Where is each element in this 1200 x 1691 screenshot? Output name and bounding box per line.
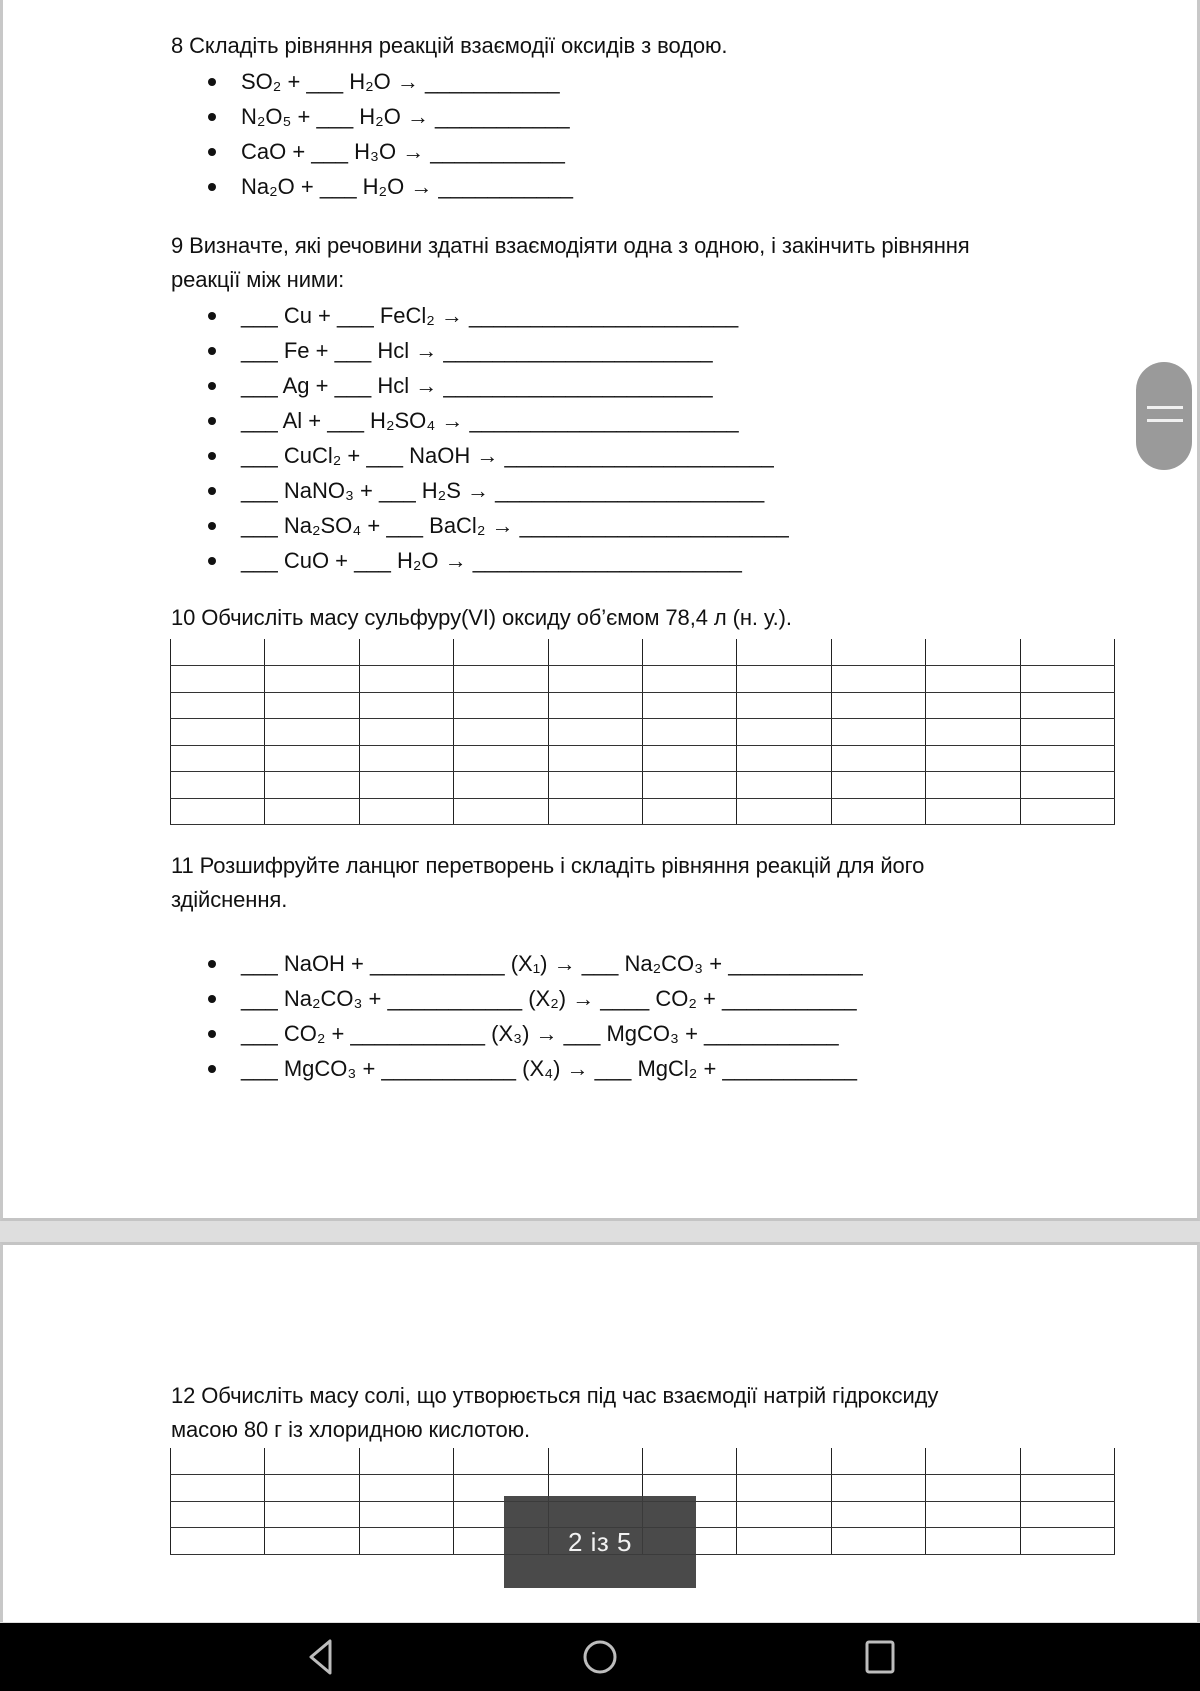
- grid-cell: [642, 745, 736, 772]
- grid-row: [171, 772, 1115, 799]
- grid-cell: [642, 1448, 736, 1475]
- equation-item: ___ Ag + ___ Hcl → ______________________: [203, 368, 789, 403]
- grid-cell: [737, 798, 831, 825]
- question-12-title-line1: 12 Обчисліть масу солі, що утворюється під час взаємодії натрій гідроксиду: [171, 1383, 939, 1408]
- grid-row: [171, 666, 1115, 693]
- grid-cell: [1020, 692, 1114, 719]
- grid-cell: [548, 772, 642, 799]
- equation-item: SO₂ + ___ H₂O → ___________: [203, 64, 573, 99]
- grid-cell: [548, 798, 642, 825]
- grid-cell: [737, 719, 831, 746]
- grid-cell: [737, 1475, 831, 1502]
- grid-row: [171, 798, 1115, 825]
- page-indicator: 2 із 5: [504, 1496, 696, 1588]
- grid-cell: [831, 692, 925, 719]
- grid-row: [171, 692, 1115, 719]
- question-9-title-line2: реакції між ними:: [171, 267, 345, 292]
- grid-cell: [642, 719, 736, 746]
- grip-line-icon: [1147, 406, 1183, 409]
- grid-row: [171, 1448, 1115, 1475]
- grid-cell: [831, 1475, 925, 1502]
- grid-cell: [171, 1448, 265, 1475]
- grid-cell: [454, 798, 548, 825]
- question-11-equations: [203, 946, 863, 1086]
- grid-cell: [171, 719, 265, 746]
- grid-cell: [359, 745, 453, 772]
- grid-cell: [926, 1448, 1020, 1475]
- home-button[interactable]: [560, 1623, 640, 1691]
- equation-item: Na₂O + ___ H₂O → ___________: [203, 169, 573, 204]
- grid-cell: [831, 745, 925, 772]
- grid-cell: [926, 666, 1020, 693]
- grid-row: [171, 719, 1115, 746]
- system-navigation-bar: [0, 1623, 1200, 1691]
- equation-item: CaO + ___ H₃O → ___________: [203, 134, 573, 169]
- grid-cell: [359, 1501, 453, 1528]
- equation-item: ___ Na₂CO₃ + ___________ (X₂) → ____ CO₂ + ___________: [203, 981, 863, 1016]
- grid-cell: [171, 1528, 265, 1555]
- grid-row: [171, 745, 1115, 772]
- question-11-title-line1: 11 Розшифруйте ланцюг перетворень і складіть рівняння реакцій для його: [171, 853, 925, 878]
- grid-cell: [642, 639, 736, 666]
- grid-cell: [548, 719, 642, 746]
- grid-cell: [1020, 719, 1114, 746]
- grid-cell: [454, 639, 548, 666]
- grid-cell: [359, 1528, 453, 1555]
- question-12-title-line2: масою 80 г із хлоридною кислотою.: [171, 1417, 531, 1442]
- grid-cell: [831, 719, 925, 746]
- question-10-title: 10 Обчисліть масу сульфуру(VI) оксиду об’ємом 78,4 л (н. у.).: [171, 605, 792, 630]
- equation-item: ___ MgCO₃ + ___________ (X₄) → ___ MgCl₂ + ___________: [203, 1051, 863, 1086]
- grid-cell: [454, 692, 548, 719]
- grid-cell: [1020, 666, 1114, 693]
- grid-cell: [359, 639, 453, 666]
- back-icon: [303, 1637, 337, 1677]
- question-11-title-line2: здійснення.: [171, 887, 288, 912]
- equation-item: ___ Na₂SO₄ + ___ BaCl₂ → ______________________: [203, 508, 789, 543]
- equation-item: ___ CO₂ + ___________ (X₃) → ___ MgCO₃ + ___________: [203, 1016, 863, 1051]
- question-9-equations: [203, 298, 789, 578]
- grid-cell: [1020, 1448, 1114, 1475]
- grid-cell: [1020, 639, 1114, 666]
- grid-cell: [265, 719, 359, 746]
- equation-item: ___ CuCl₂ + ___ NaOH → ______________________: [203, 438, 789, 473]
- grid-cell: [265, 692, 359, 719]
- grid-cell: [926, 692, 1020, 719]
- grid-cell: [359, 666, 453, 693]
- grid-cell: [359, 772, 453, 799]
- equation-item: ___ Cu + ___ FeCl₂ → ______________________: [203, 298, 789, 333]
- grid-cell: [1020, 1501, 1114, 1528]
- back-button[interactable]: [280, 1623, 360, 1691]
- grid-cell: [737, 1448, 831, 1475]
- grid-cell: [926, 719, 1020, 746]
- answer-grid-q10: [170, 639, 1115, 825]
- grid-row: [171, 639, 1115, 666]
- grid-cell: [454, 719, 548, 746]
- equation-item: N₂O₅ + ___ H₂O → ___________: [203, 99, 573, 134]
- grid-cell: [1020, 1528, 1114, 1555]
- grid-cell: [737, 1501, 831, 1528]
- grid-cell: [171, 1475, 265, 1502]
- grid-cell: [548, 666, 642, 693]
- grid-cell: [171, 772, 265, 799]
- equation-item: ___ Fe + ___ Hcl → ______________________: [203, 333, 789, 368]
- grid-cell: [642, 798, 736, 825]
- grid-cell: [831, 1448, 925, 1475]
- grid-cell: [737, 745, 831, 772]
- grid-cell: [926, 798, 1020, 825]
- grid-cell: [737, 772, 831, 799]
- grid-cell: [1020, 798, 1114, 825]
- grid-cell: [831, 666, 925, 693]
- grid-cell: [265, 745, 359, 772]
- home-icon: [580, 1637, 620, 1677]
- equation-item: ___ CuO + ___ H₂O → ______________________: [203, 543, 789, 578]
- grid-cell: [171, 692, 265, 719]
- grid-cell: [737, 1528, 831, 1555]
- question-8-equations: [203, 64, 573, 204]
- grid-cell: [265, 1448, 359, 1475]
- grid-cell: [171, 798, 265, 825]
- grid-cell: [737, 639, 831, 666]
- grid-cell: [265, 666, 359, 693]
- grid-cell: [548, 745, 642, 772]
- grid-cell: [926, 772, 1020, 799]
- grid-cell: [737, 692, 831, 719]
- grid-cell: [359, 719, 453, 746]
- grid-cell: [926, 639, 1020, 666]
- grid-cell: [831, 639, 925, 666]
- grid-cell: [359, 692, 453, 719]
- grid-cell: [454, 1448, 548, 1475]
- grid-cell: [171, 639, 265, 666]
- grid-cell: [831, 1528, 925, 1555]
- equation-item: ___ NaOH + ___________ (X₁) → ___ Na₂CO₃ + ___________: [203, 946, 863, 981]
- grid-cell: [454, 745, 548, 772]
- grid-cell: [926, 1501, 1020, 1528]
- grid-cell: [1020, 745, 1114, 772]
- grid-cell: [926, 745, 1020, 772]
- grid-cell: [359, 1475, 453, 1502]
- grid-cell: [642, 666, 736, 693]
- grid-cell: [642, 692, 736, 719]
- grid-cell: [1020, 1475, 1114, 1502]
- grid-cell: [265, 639, 359, 666]
- grid-cell: [548, 639, 642, 666]
- grid-cell: [171, 666, 265, 693]
- grid-cell: [831, 772, 925, 799]
- grid-cell: [265, 1528, 359, 1555]
- question-9-title-line1: 9 Визначте, які речовини здатні взаємодіяти одна з одною, і закінчить рівняння: [171, 233, 970, 258]
- grid-cell: [171, 745, 265, 772]
- grid-cell: [831, 1501, 925, 1528]
- equation-item: ___ Al + ___ H₂SO₄ → ______________________: [203, 403, 789, 438]
- grip-line-icon: [1147, 419, 1183, 422]
- grid-cell: [171, 1501, 265, 1528]
- grid-cell: [265, 798, 359, 825]
- grid-cell: [1020, 772, 1114, 799]
- grid-cell: [359, 798, 453, 825]
- fast-scroll-handle[interactable]: [1136, 362, 1192, 470]
- grid-cell: [642, 772, 736, 799]
- recents-button[interactable]: [840, 1623, 920, 1691]
- grid-cell: [737, 666, 831, 693]
- grid-cell: [548, 1448, 642, 1475]
- recents-icon: [860, 1637, 900, 1677]
- grid-cell: [548, 692, 642, 719]
- grid-cell: [265, 1475, 359, 1502]
- grid-cell: [454, 666, 548, 693]
- grid-cell: [454, 772, 548, 799]
- grid-cell: [831, 798, 925, 825]
- question-8-title: 8 Складіть рівняння реакцій взаємодії оксидів з водою.: [171, 33, 728, 58]
- grid-cell: [265, 772, 359, 799]
- grid-cell: [265, 1501, 359, 1528]
- grid-cell: [926, 1528, 1020, 1555]
- equation-item: ___ NaNO₃ + ___ H₂S → ______________________: [203, 473, 789, 508]
- grid-cell: [359, 1448, 453, 1475]
- grid-cell: [926, 1475, 1020, 1502]
